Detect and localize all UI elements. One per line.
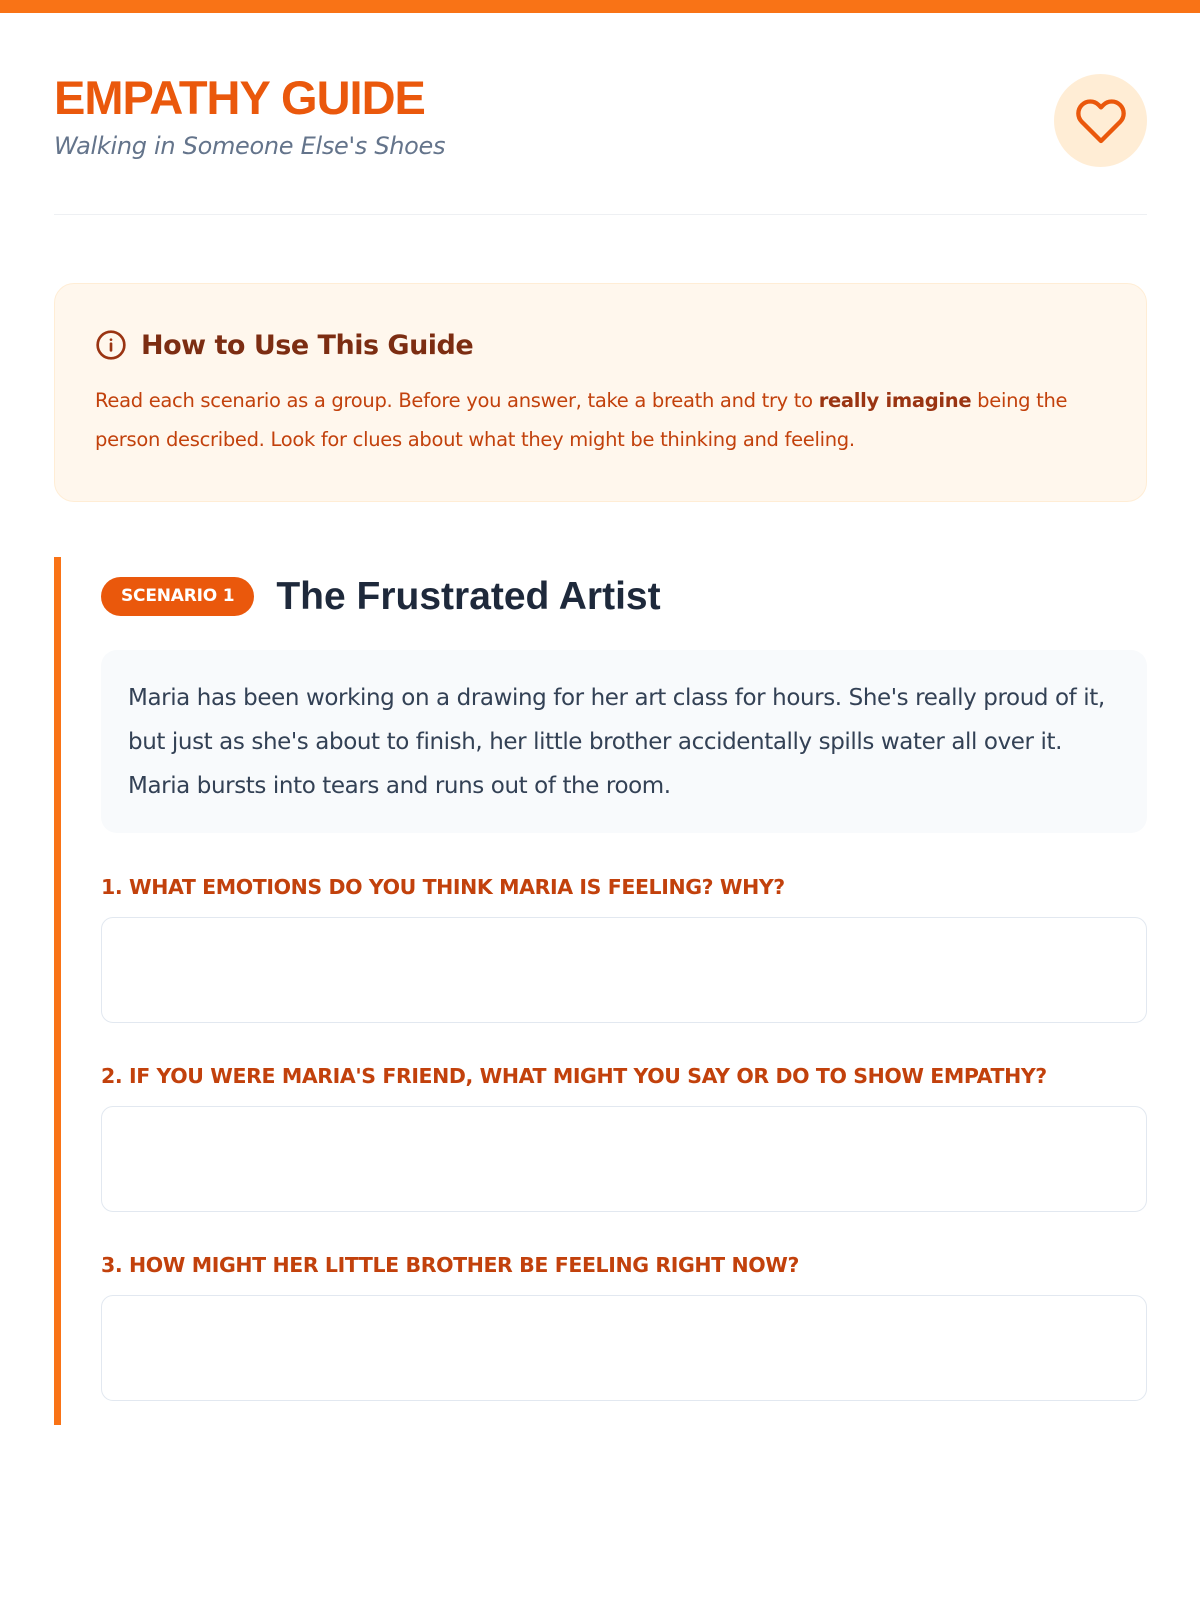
top-accent-bar <box>0 0 1200 13</box>
heart-badge <box>1054 74 1147 167</box>
scenario-title: The Frustrated Artist <box>276 574 661 618</box>
question-label: 3. HOW MIGHT HER LITTLE BROTHER BE FEELING RIGHT NOW? <box>101 1253 799 1277</box>
info-text-emphasis: really imagine <box>818 389 972 412</box>
scenario-badge: SCENARIO 1 <box>101 577 254 616</box>
page-header <box>54 70 1147 215</box>
question-3 <box>101 1251 1147 1406</box>
how-to-use-box <box>54 283 1147 502</box>
scenario-header <box>101 557 1147 634</box>
heart-icon <box>1075 95 1127 147</box>
question-2 <box>101 1062 1147 1217</box>
page-title: EMPATHY GUIDE <box>54 71 425 124</box>
info-title: How to Use This Guide <box>141 329 474 361</box>
answer-field-1[interactable] <box>101 917 1147 1023</box>
info-text-part: being the person described. Look for clues about what they might be thinking and feeling. <box>95 389 1068 451</box>
page-subtitle: Walking in Someone Else's Shoes <box>54 132 446 160</box>
info-heading <box>95 329 1106 361</box>
question-label: 1. WHAT EMOTIONS DO YOU THINK MARIA IS FEELING? WHY? <box>101 875 785 899</box>
question-1 <box>101 873 1147 1028</box>
scenario-story: Maria has been working on a drawing for her art class for hours. She's really proud of it, but just as she's about to finish, her little brother accidentally spills water all over it. Maria bursts into tears and runs out of the room. <box>101 650 1147 833</box>
info-text-part: Read each scenario as a group. Before you answer, take a breath and try to <box>95 389 819 412</box>
answer-field-3[interactable] <box>101 1295 1147 1401</box>
answer-field-2[interactable] <box>101 1106 1147 1212</box>
scenario-section <box>54 557 1147 1425</box>
info-text <box>95 381 1106 459</box>
question-label: 2. IF YOU WERE MARIA'S FRIEND, WHAT MIGHT YOU SAY OR DO TO SHOW EMPATHY? <box>101 1064 1047 1088</box>
info-icon <box>95 329 127 361</box>
